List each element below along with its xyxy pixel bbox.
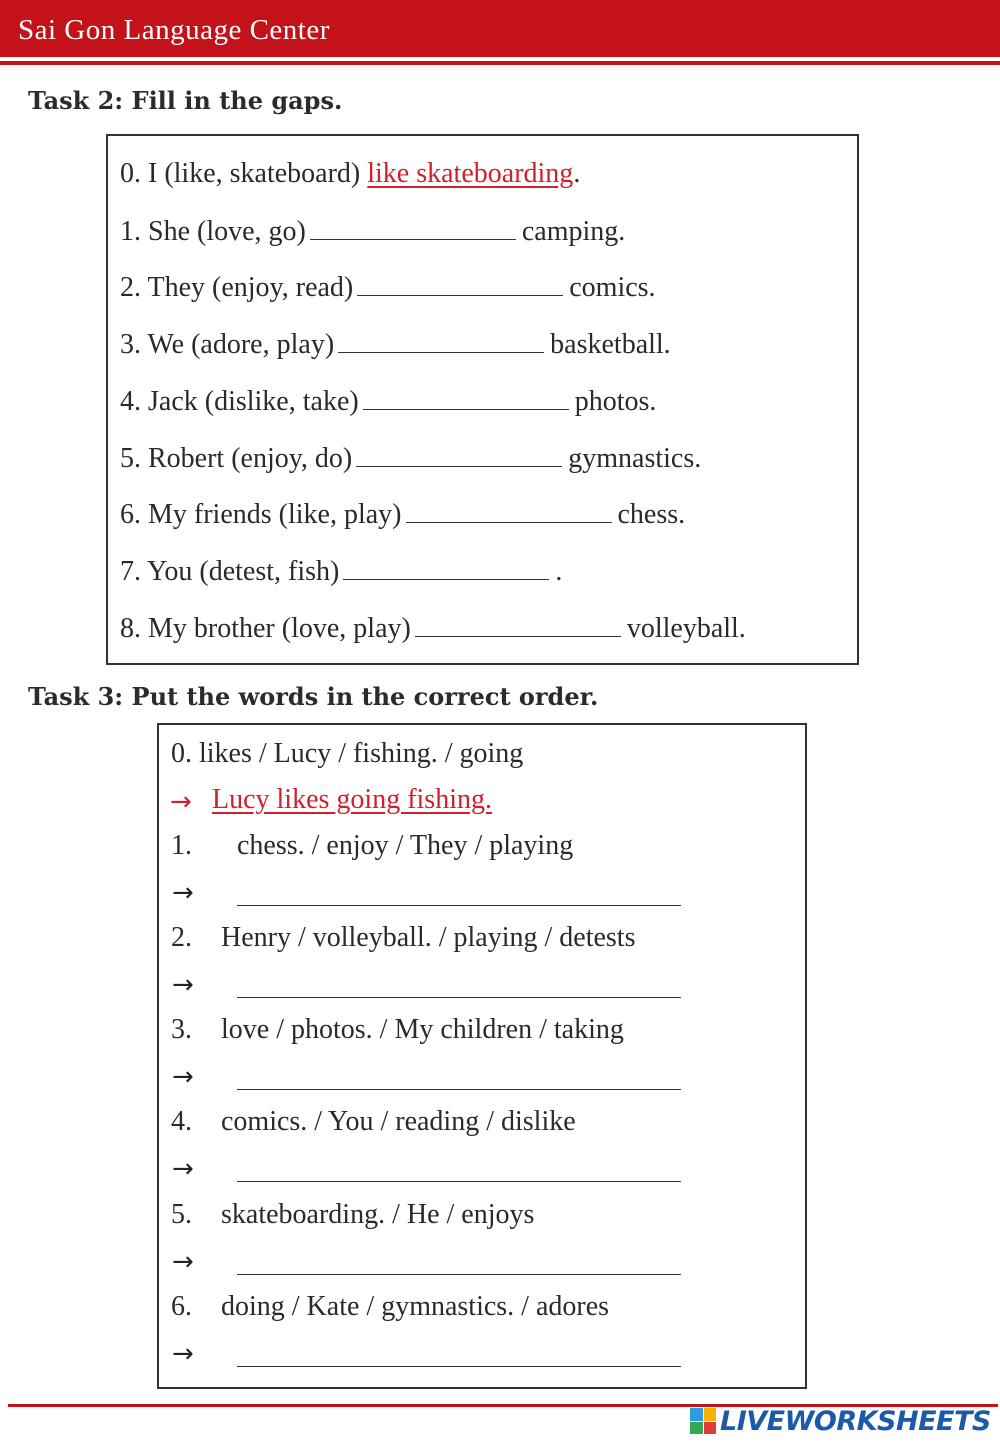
item-number: 6. (171, 1291, 192, 1322)
task2-item-5 (120, 442, 701, 475)
answer-line[interactable] (237, 1366, 681, 1367)
task3-box (157, 723, 807, 1389)
answer-line[interactable] (237, 905, 681, 906)
task3-item-6 (171, 1291, 609, 1323)
answer-blank[interactable] (406, 498, 612, 523)
logo-mark-icon (690, 1408, 716, 1434)
arrow-icon: → (172, 970, 194, 1000)
task2-title: Task 2: Fill in the gaps. (28, 86, 343, 115)
task2-item-8 (120, 612, 746, 645)
task2-item-prompt: 8. My brother (love, play) (120, 613, 411, 644)
task2-item-after: comics. (569, 272, 656, 303)
item-words: doing / Kate / gymnastics. / adores (221, 1291, 610, 1322)
task2-example-answer: like skateboarding (367, 158, 574, 189)
arrow-icon: → (172, 1339, 194, 1369)
task2-item-1 (120, 215, 625, 248)
task2-item-after: volleyball. (626, 613, 746, 644)
task2-item-after: gymnastics. (568, 443, 702, 474)
answer-line[interactable] (237, 997, 681, 998)
answer-blank[interactable] (338, 328, 544, 353)
task2-item-prompt: 2. They (enjoy, read) (120, 272, 354, 303)
task2-item-7 (120, 555, 562, 588)
arrow-icon: → (172, 1062, 194, 1092)
task2-item-prompt: 4. Jack (dislike, take) (120, 386, 359, 417)
task2-item-prompt: 7. You (detest, fish) (120, 556, 340, 587)
task3-item-5 (171, 1199, 534, 1231)
arrow-icon: → (170, 787, 192, 817)
task2-item-prompt: 5. Robert (enjoy, do) (120, 443, 353, 474)
task3-example-answer: Lucy likes going fishing. (212, 784, 492, 815)
arrow-icon: → (172, 1247, 194, 1277)
item-number: 2. (171, 922, 192, 953)
answer-blank[interactable] (310, 215, 516, 240)
task3-item-4 (171, 1106, 576, 1138)
logo-text: LIVEWORKSHEETS (720, 1405, 991, 1437)
task3-item-3 (171, 1014, 624, 1046)
header-title: Sai Gon Language Center (18, 14, 330, 46)
arrow-icon: → (172, 878, 194, 908)
task3-item-1 (171, 830, 573, 862)
answer-line[interactable] (237, 1089, 681, 1090)
answer-blank[interactable] (357, 271, 563, 296)
task2-item-6 (120, 498, 685, 531)
header-divider (0, 61, 1000, 65)
task2-item-4 (120, 385, 656, 418)
task2-example-prompt: 0. I (like, skateboard) (120, 158, 368, 189)
item-words: Henry / volleyball. / playing / detests (221, 922, 636, 953)
task2-item-2 (120, 271, 656, 304)
task2-item-after: photos. (574, 386, 657, 417)
task2-item-after: . (555, 556, 563, 587)
answer-blank[interactable] (415, 612, 621, 637)
item-words: skateboarding. / He / enjoys (221, 1199, 535, 1230)
task2-item-after: basketball. (550, 329, 671, 360)
task3-example-words: 0. likes / Lucy / fishing. / going (171, 738, 524, 769)
answer-blank[interactable] (363, 385, 569, 410)
task2-item-prompt: 1. She (love, go) (120, 216, 306, 247)
liveworksheets-logo (690, 1402, 991, 1440)
task2-example-period: . (573, 158, 581, 189)
answer-blank[interactable] (343, 555, 549, 580)
item-number: 4. (171, 1106, 192, 1137)
task2-item-after: chess. (617, 499, 686, 530)
task2-item-after: camping. (521, 216, 626, 247)
answer-blank[interactable] (356, 442, 562, 467)
answer-line[interactable] (237, 1181, 681, 1182)
task3-title: Task 3: Put the words in the correct order. (28, 682, 599, 711)
arrow-icon: → (172, 1154, 194, 1184)
answer-line[interactable] (237, 1274, 681, 1275)
task2-item-3 (120, 328, 671, 361)
item-words: comics. / You / reading / dislike (221, 1106, 576, 1137)
task2-example (120, 158, 580, 190)
task3-item-2 (171, 922, 635, 954)
item-words: chess. / enjoy / They / playing (237, 830, 574, 861)
task2-item-prompt: 3. We (adore, play) (120, 329, 335, 360)
item-number: 1. (171, 830, 192, 861)
item-words: love / photos. / My children / taking (221, 1014, 624, 1045)
task2-item-prompt: 6. My friends (like, play) (120, 499, 402, 530)
item-number: 3. (171, 1014, 192, 1045)
item-number: 5. (171, 1199, 192, 1230)
